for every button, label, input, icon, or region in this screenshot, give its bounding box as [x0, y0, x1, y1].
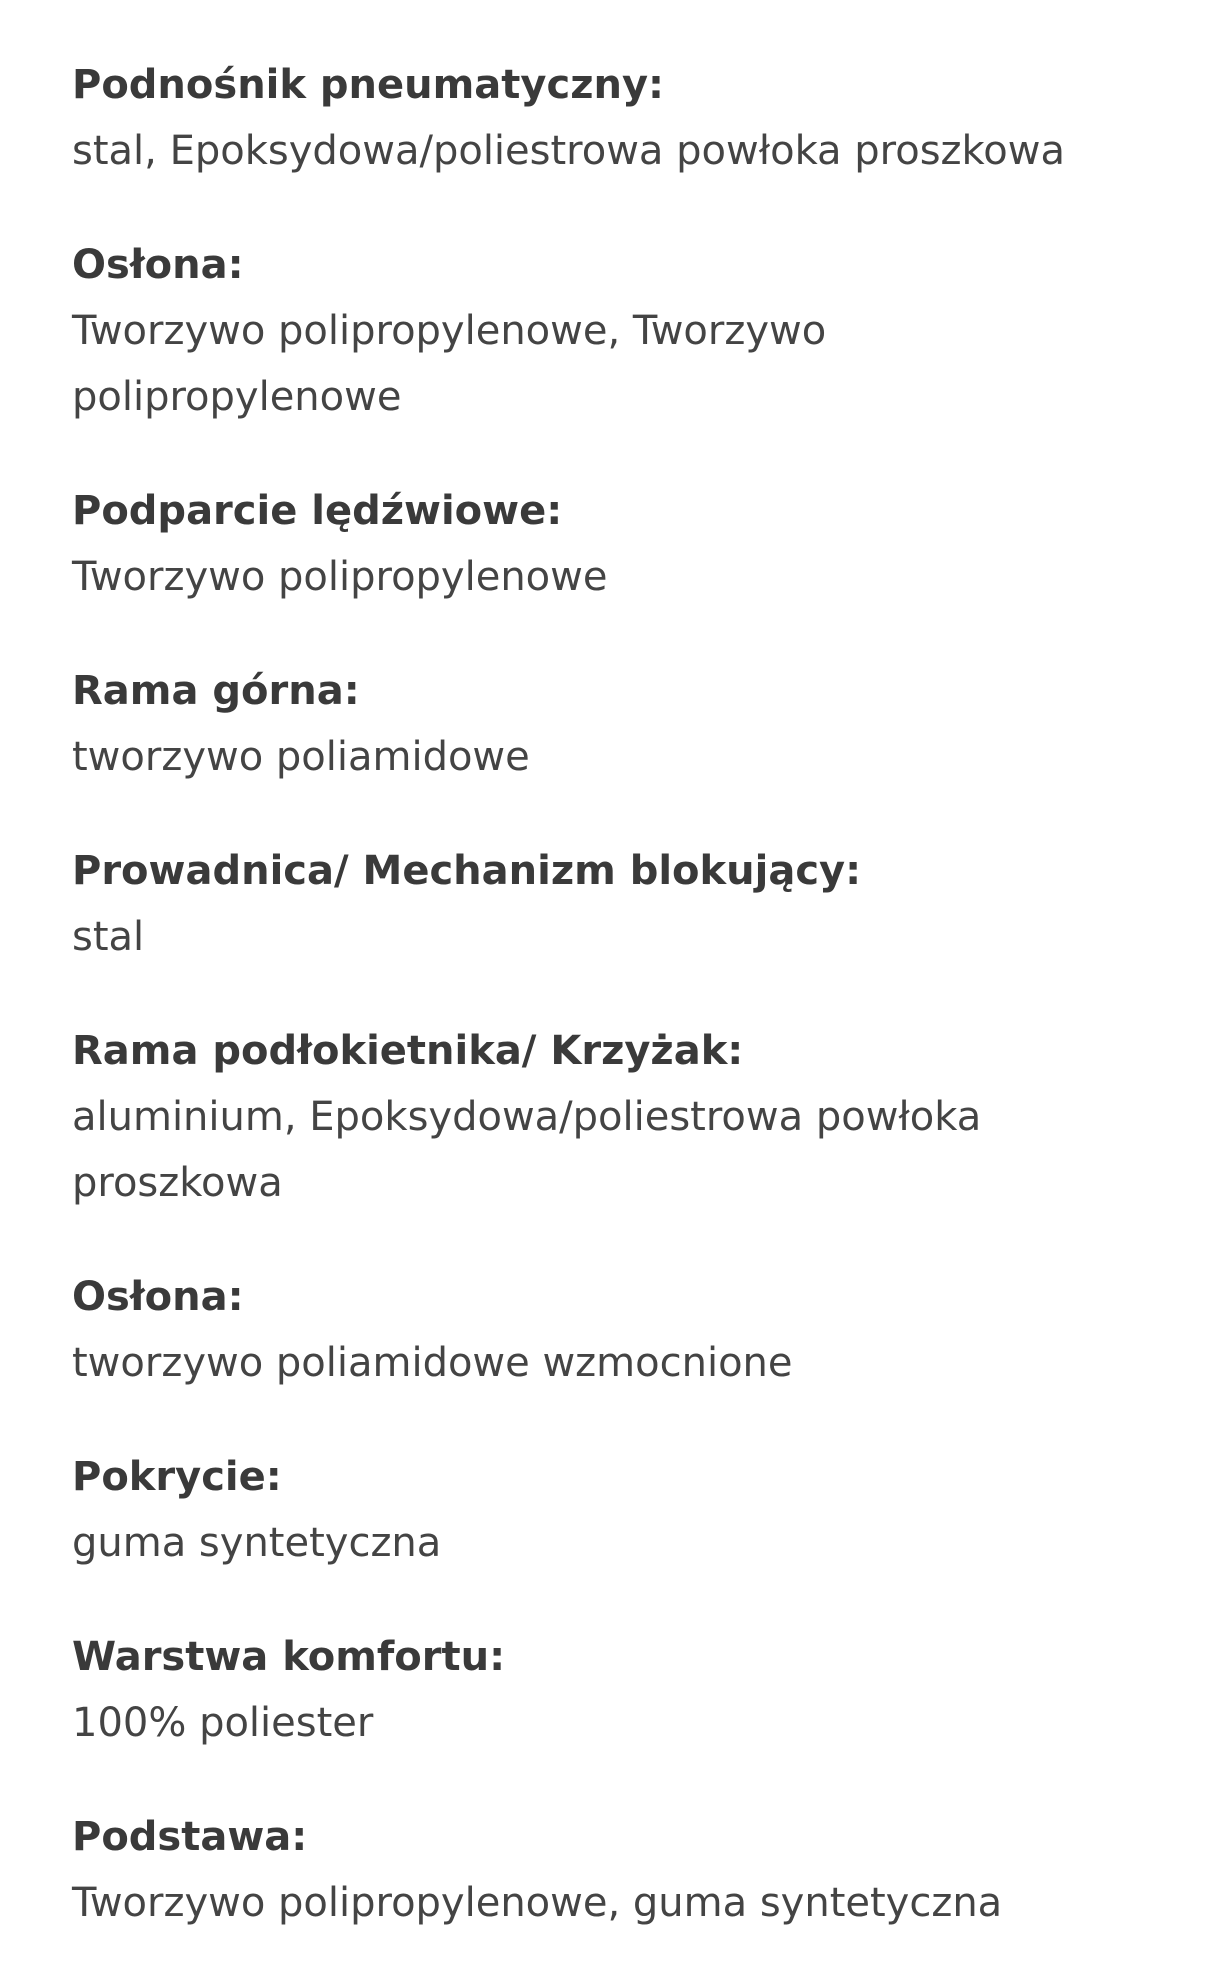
material-label: Podstawa: [72, 1814, 308, 1860]
material-item-gas-lift [72, 52, 1132, 184]
material-value: Tworzywo polipropylenowe, Tworzywo polipropylenowe [72, 308, 827, 420]
material-item-cover-2 [72, 1264, 1132, 1396]
material-item-base [72, 1804, 1132, 1936]
material-label: Pokrycie: [72, 1454, 282, 1500]
material-value: aluminium, Epoksydowa/poliestrowa powłoka proszkowa [72, 1094, 982, 1206]
material-item-guide-locking-mechanism [72, 838, 1132, 970]
material-value: 100% poliester [72, 1700, 374, 1746]
material-label: Osłona: [72, 242, 244, 288]
material-item-top-frame [72, 658, 1132, 790]
material-item-coating [72, 1444, 1132, 1576]
material-value: Tworzywo polipropylenowe, guma syntetyczna [72, 1880, 1003, 1926]
material-label: Osłona: [72, 1274, 244, 1320]
material-value: guma syntetyczna [72, 1520, 442, 1566]
material-item-lumbar-support [72, 478, 1132, 610]
material-item-cover [72, 232, 1132, 430]
material-label: Prowadnica/ Mechanizm blokujący: [72, 848, 862, 894]
material-value: stal [72, 914, 145, 960]
material-value: Tworzywo polipropylenowe [72, 554, 608, 600]
material-value: tworzywo poliamidowe wzmocnione [72, 1340, 793, 1386]
material-label: Rama górna: [72, 668, 360, 714]
material-item-armrest-frame-base [72, 1018, 1132, 1216]
material-label: Podparcie lędźwiowe: [72, 488, 563, 534]
material-value: stal, Epoksydowa/poliestrowa powłoka proszkowa [72, 128, 1065, 174]
material-value: tworzywo poliamidowe [72, 734, 530, 780]
material-item-comfort-layer [72, 1624, 1132, 1756]
material-label: Podnośnik pneumatyczny: [72, 62, 665, 108]
material-label: Rama podłokietnika/ Krzyżak: [72, 1028, 744, 1074]
material-label: Warstwa komfortu: [72, 1634, 506, 1680]
